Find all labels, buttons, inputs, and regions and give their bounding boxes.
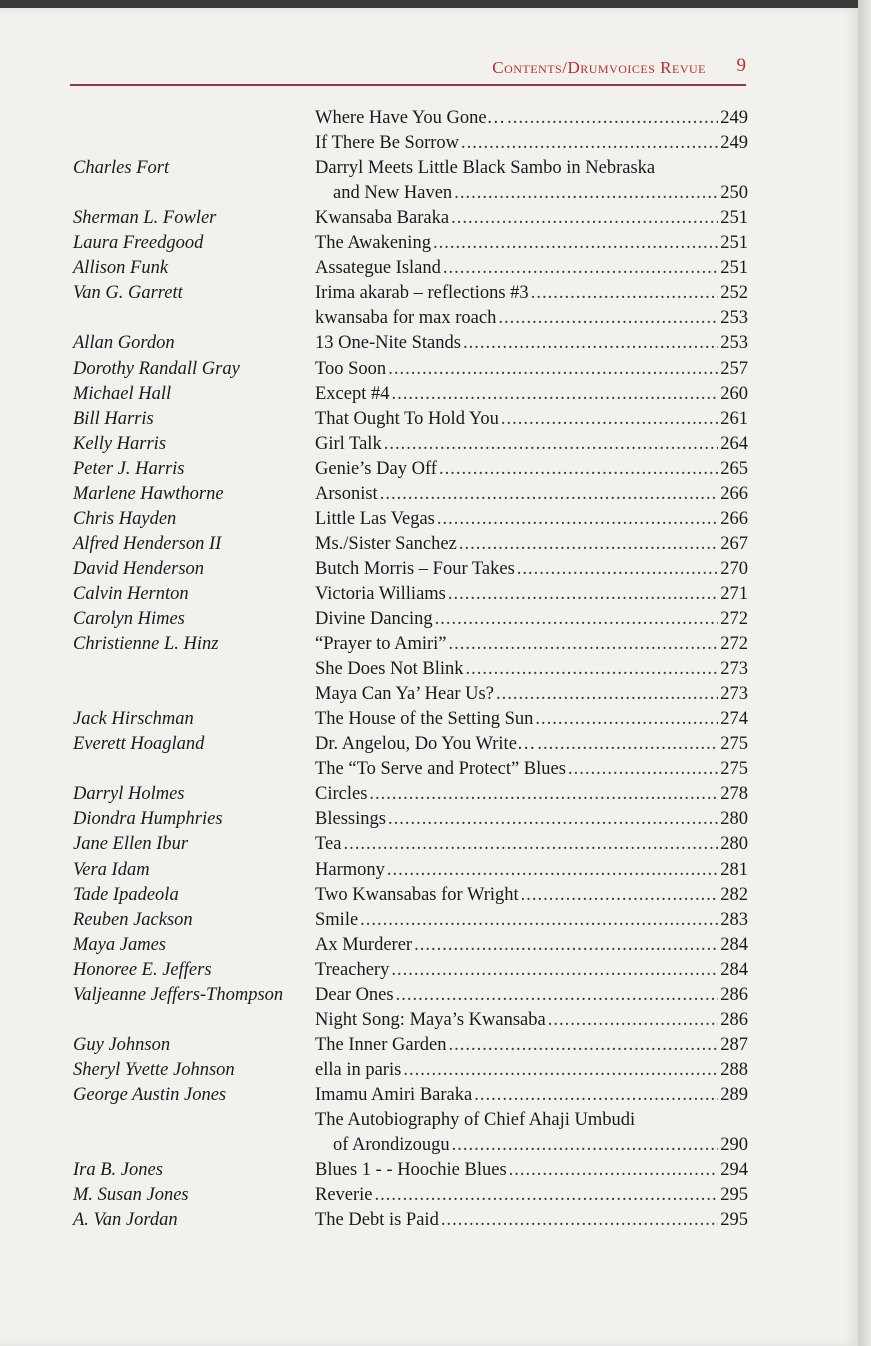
dot-leader <box>449 1035 719 1056</box>
toc-page-number: 286 <box>720 1009 748 1030</box>
toc-entry <box>315 834 748 855</box>
toc-author: Tade Ipadeola <box>73 884 179 905</box>
dot-leader <box>509 1160 719 1181</box>
toc-row <box>0 584 858 609</box>
toc-row <box>0 985 858 1010</box>
dot-leader <box>369 784 718 805</box>
toc-entry <box>315 1035 748 1056</box>
toc-author: Maya James <box>73 934 166 955</box>
toc-row <box>0 108 858 133</box>
toc-author: Dorothy Randall Gray <box>73 358 240 379</box>
toc-row <box>0 910 858 935</box>
dot-leader <box>387 860 718 881</box>
toc-page-number: 264 <box>720 433 748 454</box>
dot-leader <box>521 885 719 906</box>
toc-author: Marlene Hawthorne <box>73 483 224 504</box>
toc-row <box>0 258 858 283</box>
running-header <box>70 54 746 86</box>
toc-page-number: 273 <box>720 659 748 680</box>
toc-title: Reverie <box>315 1185 373 1206</box>
page-edge <box>858 0 871 1346</box>
toc-author: Sherman L. Fowler <box>73 208 217 229</box>
toc-row <box>0 459 858 484</box>
dot-leader <box>439 459 718 480</box>
toc-page-number: 266 <box>720 508 748 529</box>
toc-row <box>0 1135 858 1160</box>
toc-author: Bill Harris <box>73 408 154 429</box>
toc-entry <box>315 784 748 805</box>
toc-entry <box>315 860 748 881</box>
toc-author: Sheryl Yvette Johnson <box>73 1059 235 1080</box>
toc-page-number: 284 <box>720 959 748 980</box>
toc-page-number: 267 <box>720 533 748 554</box>
dot-leader <box>443 258 718 279</box>
toc-row <box>0 384 858 409</box>
toc-page-number: 278 <box>720 784 748 805</box>
toc-title: If There Be Sorrow <box>315 133 460 154</box>
toc-page-number: 270 <box>720 558 748 579</box>
toc-author: Ira B. Jones <box>73 1160 163 1181</box>
dot-leader <box>517 559 718 580</box>
toc-row <box>0 1160 858 1185</box>
toc-title: She Does Not Blink <box>315 659 464 680</box>
dot-leader <box>496 684 718 705</box>
toc-title: of Arondizougu <box>333 1135 450 1156</box>
toc-page-number: 251 <box>720 233 748 254</box>
toc-title: The Autobiography of Chief Ahaji Umbudi <box>315 1110 636 1130</box>
toc-row <box>0 534 858 559</box>
toc-row <box>0 960 858 985</box>
toc-entry <box>315 759 748 780</box>
toc-entry <box>315 960 748 981</box>
toc-row <box>0 133 858 158</box>
toc-entry <box>315 1060 748 1081</box>
toc-row <box>0 684 858 709</box>
toc-entry <box>315 910 748 931</box>
toc-entry <box>315 484 748 505</box>
toc-title: Kwansaba Baraka <box>315 208 450 229</box>
toc-page-number: 284 <box>720 934 748 955</box>
dot-leader <box>437 509 718 530</box>
toc-entry <box>315 509 748 530</box>
header-page-number: 9 <box>736 55 746 76</box>
dot-leader <box>433 233 718 254</box>
toc-title: Where Have You Gone… <box>315 108 506 128</box>
toc-page-number: 275 <box>720 734 748 755</box>
toc-author: Charles Fort <box>73 158 170 179</box>
toc-author: Jack Hirschman <box>73 709 194 730</box>
toc-author: Valjeanne Jeffers-Thompson <box>73 984 284 1005</box>
toc-page-number: 295 <box>720 1185 748 1206</box>
toc-author: Darryl Holmes <box>73 784 185 805</box>
toc-page-number: 295 <box>720 1210 748 1231</box>
toc-page-number: 249 <box>720 133 748 154</box>
dot-leader <box>392 384 719 405</box>
toc-row <box>0 809 858 834</box>
toc-page-number: 280 <box>720 809 748 830</box>
toc-row <box>0 283 858 308</box>
toc-row <box>0 659 858 684</box>
toc-title: Little Las Vegas <box>315 508 435 529</box>
toc-row <box>0 709 858 734</box>
toc-entry <box>315 609 748 630</box>
dot-leader <box>388 359 718 380</box>
toc-entry <box>315 734 748 755</box>
toc-entry <box>315 634 748 655</box>
dot-leader <box>507 108 718 129</box>
dot-leader <box>452 1135 719 1156</box>
toc-page-number: 265 <box>720 458 748 479</box>
dot-leader <box>435 609 719 630</box>
toc-title: kwansaba for max roach <box>315 308 497 329</box>
toc-title: Arsonist <box>315 483 378 504</box>
toc-row <box>0 1060 858 1085</box>
toc-row <box>0 1185 858 1210</box>
toc-title: Maya Can Ya’ Hear Us? <box>315 684 494 705</box>
toc-page-number: 249 <box>720 108 748 128</box>
dot-leader <box>441 1210 718 1231</box>
toc-title: and New Haven <box>333 183 453 204</box>
dot-leader <box>451 208 718 229</box>
toc-title: Genie’s Day Off <box>315 458 437 479</box>
toc-page-number: 282 <box>720 884 748 905</box>
dot-leader <box>449 634 719 655</box>
toc-title: Girl Talk <box>315 433 382 454</box>
toc-title: Blues 1 - - Hoochie Blues <box>315 1160 507 1181</box>
toc-title: 13 One-Nite Stands <box>315 333 461 354</box>
dot-leader <box>474 1085 718 1106</box>
toc-page-number: 289 <box>720 1084 748 1105</box>
toc-entry <box>315 133 748 154</box>
toc-entry <box>315 258 748 279</box>
toc-author: Laura Freedgood <box>73 233 204 254</box>
toc-title: Tea <box>315 834 342 855</box>
toc-entry <box>315 935 748 956</box>
dot-leader <box>537 734 718 755</box>
toc-title: The “To Serve and Protect” Blues <box>315 759 566 780</box>
dot-leader <box>454 183 718 204</box>
toc-page-number: 280 <box>720 834 748 855</box>
dot-leader <box>531 283 719 304</box>
dot-leader <box>375 1185 719 1206</box>
toc-row <box>0 208 858 233</box>
toc-row <box>0 759 858 784</box>
toc-entry <box>315 384 748 405</box>
toc-author: Guy Johnson <box>73 1034 171 1055</box>
toc-title: The Awakening <box>315 233 431 254</box>
toc-author: Vera Idam <box>73 859 150 880</box>
dot-leader <box>403 1060 718 1081</box>
toc-title: Too Soon <box>315 358 387 379</box>
dot-leader <box>343 834 718 855</box>
toc-author: Honoree E. Jeffers <box>73 959 212 980</box>
toc-title: Divine Dancing <box>315 609 433 629</box>
toc-page-number: 294 <box>720 1160 748 1181</box>
toc-row <box>0 409 858 434</box>
toc-title: Smile <box>315 909 359 930</box>
toc-title: Two Kwansabas for Wright <box>315 884 519 905</box>
toc-entry <box>315 283 748 304</box>
toc-title: The Inner Garden <box>315 1034 447 1055</box>
dot-leader <box>380 484 719 505</box>
toc-author: Chris Hayden <box>73 508 177 529</box>
dot-leader <box>459 534 718 555</box>
toc-author: A. Van Jordan <box>73 1210 178 1231</box>
toc-title: Dr. Angelou, Do You Write… <box>315 734 536 755</box>
toc-page-number: 290 <box>720 1135 748 1156</box>
toc-entry <box>315 559 748 580</box>
dot-leader <box>463 333 718 354</box>
toc-title: The Debt is Paid <box>315 1210 439 1231</box>
toc-page-number: 266 <box>720 483 748 504</box>
dot-leader <box>360 910 718 931</box>
toc-row <box>0 559 858 584</box>
toc-page-number: 251 <box>720 258 748 279</box>
toc-page-number: 275 <box>720 759 748 780</box>
dot-leader <box>414 935 718 956</box>
toc-entry <box>315 208 748 229</box>
toc-author: M. Susan Jones <box>73 1185 189 1206</box>
toc-entry <box>315 308 748 329</box>
toc-page-number: 261 <box>720 408 748 429</box>
toc-author: Van G. Garrett <box>73 283 183 304</box>
dot-leader <box>501 409 718 430</box>
toc-title: “Prayer to Amiri” <box>315 634 447 655</box>
toc-page-number: 273 <box>720 684 748 705</box>
toc-row <box>0 609 858 634</box>
toc-title: That Ought To Hold You <box>315 408 499 429</box>
toc-title: Butch Morris – Four Takes <box>315 558 515 579</box>
toc-author: Reuben Jackson <box>73 909 193 930</box>
toc-row <box>0 885 858 910</box>
toc-author: Carolyn Himes <box>73 609 185 629</box>
toc-title: ella in paris <box>315 1059 402 1080</box>
toc-entry <box>315 809 748 830</box>
toc-row <box>0 784 858 809</box>
toc-title: Victoria Williams <box>315 583 446 604</box>
toc-row <box>0 734 858 759</box>
toc-entry <box>315 1010 748 1031</box>
toc-row <box>0 834 858 859</box>
toc-page-number: 281 <box>720 859 748 880</box>
toc-entry <box>315 985 748 1006</box>
toc-entry <box>315 333 748 354</box>
toc-author: David Henderson <box>73 558 205 579</box>
toc-page-number: 253 <box>720 308 748 329</box>
toc-page-number: 250 <box>720 183 748 204</box>
toc-row <box>0 935 858 960</box>
toc-row <box>0 1210 858 1235</box>
dot-leader <box>498 308 718 329</box>
dot-leader <box>448 584 718 605</box>
toc-row <box>0 484 858 509</box>
toc-page-number: 260 <box>720 383 748 404</box>
dot-leader <box>568 759 718 780</box>
toc-title: Irima akarab – reflections #3 <box>315 283 529 304</box>
toc-entry <box>315 709 748 730</box>
toc-author: Peter J. Harris <box>73 458 185 479</box>
toc-title: Circles <box>315 784 368 805</box>
toc-page-number: 257 <box>720 358 748 379</box>
toc-entry <box>315 108 748 129</box>
toc-author: Christienne L. Hinz <box>73 634 219 655</box>
toc-entry <box>333 183 748 204</box>
toc-row <box>0 158 858 183</box>
toc-title: Except #4 <box>315 383 390 404</box>
toc-author: Diondra Humphries <box>73 809 223 830</box>
toc-title: Darryl Meets Little Black Sambo in Nebraska <box>315 158 656 179</box>
toc-page-number: 272 <box>720 634 748 655</box>
toc-page-number: 271 <box>720 583 748 604</box>
toc-entry <box>315 233 748 254</box>
toc-entry <box>315 534 748 555</box>
toc-entry <box>315 1160 748 1181</box>
toc-row <box>0 509 858 534</box>
toc-page-number: 286 <box>720 984 748 1005</box>
dot-leader <box>396 985 719 1006</box>
toc-row <box>0 1035 858 1060</box>
toc-title: The House of the Setting Sun <box>315 709 534 730</box>
toc-page-number: 252 <box>720 283 748 304</box>
toc-entry <box>315 1185 748 1206</box>
toc-entry <box>315 409 748 430</box>
dot-leader <box>388 809 718 830</box>
toc-entry <box>315 1085 748 1106</box>
toc-author: Allan Gordon <box>73 333 175 354</box>
toc-page-number: 253 <box>720 333 748 354</box>
toc-entry <box>315 584 748 605</box>
toc-entry <box>315 1210 748 1231</box>
toc-title: Dear Ones <box>315 984 394 1005</box>
toc-row <box>0 434 858 459</box>
toc-entry <box>315 459 748 480</box>
toc-author: Kelly Harris <box>73 433 167 454</box>
toc-title: Night Song: Maya’s Kwansaba <box>315 1009 546 1030</box>
toc-title: Blessings <box>315 809 386 830</box>
toc-row <box>0 1010 858 1035</box>
toc-row <box>0 333 858 358</box>
toc-title: Treachery <box>315 959 390 980</box>
toc-row <box>0 359 858 384</box>
dot-leader <box>548 1010 719 1031</box>
toc-entry <box>315 659 748 680</box>
toc-title: Assategue Island <box>315 258 441 279</box>
header-title: Contents/Drumvoices Revue <box>492 58 706 77</box>
toc-page-number: 288 <box>720 1059 748 1080</box>
dot-leader <box>391 960 718 981</box>
toc-title: Imamu Amiri Baraka <box>315 1084 473 1105</box>
dot-leader <box>384 434 719 455</box>
toc-author: Michael Hall <box>73 383 172 404</box>
toc-page-number: 287 <box>720 1034 748 1055</box>
toc-entry <box>315 885 748 906</box>
toc-page-number: 283 <box>720 909 748 930</box>
toc-row <box>0 183 858 208</box>
toc-page-number: 251 <box>720 208 748 229</box>
toc-author: George Austin Jones <box>73 1084 227 1105</box>
toc-entry <box>315 684 748 705</box>
toc-row <box>0 860 858 885</box>
toc-entry <box>333 1135 748 1156</box>
dot-leader <box>466 659 719 680</box>
toc-author: Alfred Henderson II <box>73 533 222 554</box>
toc-author: Everett Hoagland <box>73 734 205 755</box>
toc-title: Harmony <box>315 859 385 880</box>
toc-title: Ms./Sister Sanchez <box>315 533 457 554</box>
toc-entry <box>315 434 748 455</box>
toc-page-number: 272 <box>720 609 748 629</box>
toc-row <box>0 1085 858 1110</box>
toc-author: Jane Ellen Ibur <box>73 834 189 855</box>
dot-leader <box>535 709 718 730</box>
toc-author: Allison Funk <box>73 258 169 279</box>
toc-entry <box>315 359 748 380</box>
toc-row <box>0 634 858 659</box>
toc-row <box>0 1110 858 1135</box>
toc-page-number: 274 <box>720 709 748 730</box>
toc-row <box>0 233 858 258</box>
dot-leader <box>461 133 718 154</box>
toc-author: Calvin Hernton <box>73 583 189 604</box>
toc-row <box>0 308 858 333</box>
toc-title: Ax Murderer <box>315 934 413 955</box>
